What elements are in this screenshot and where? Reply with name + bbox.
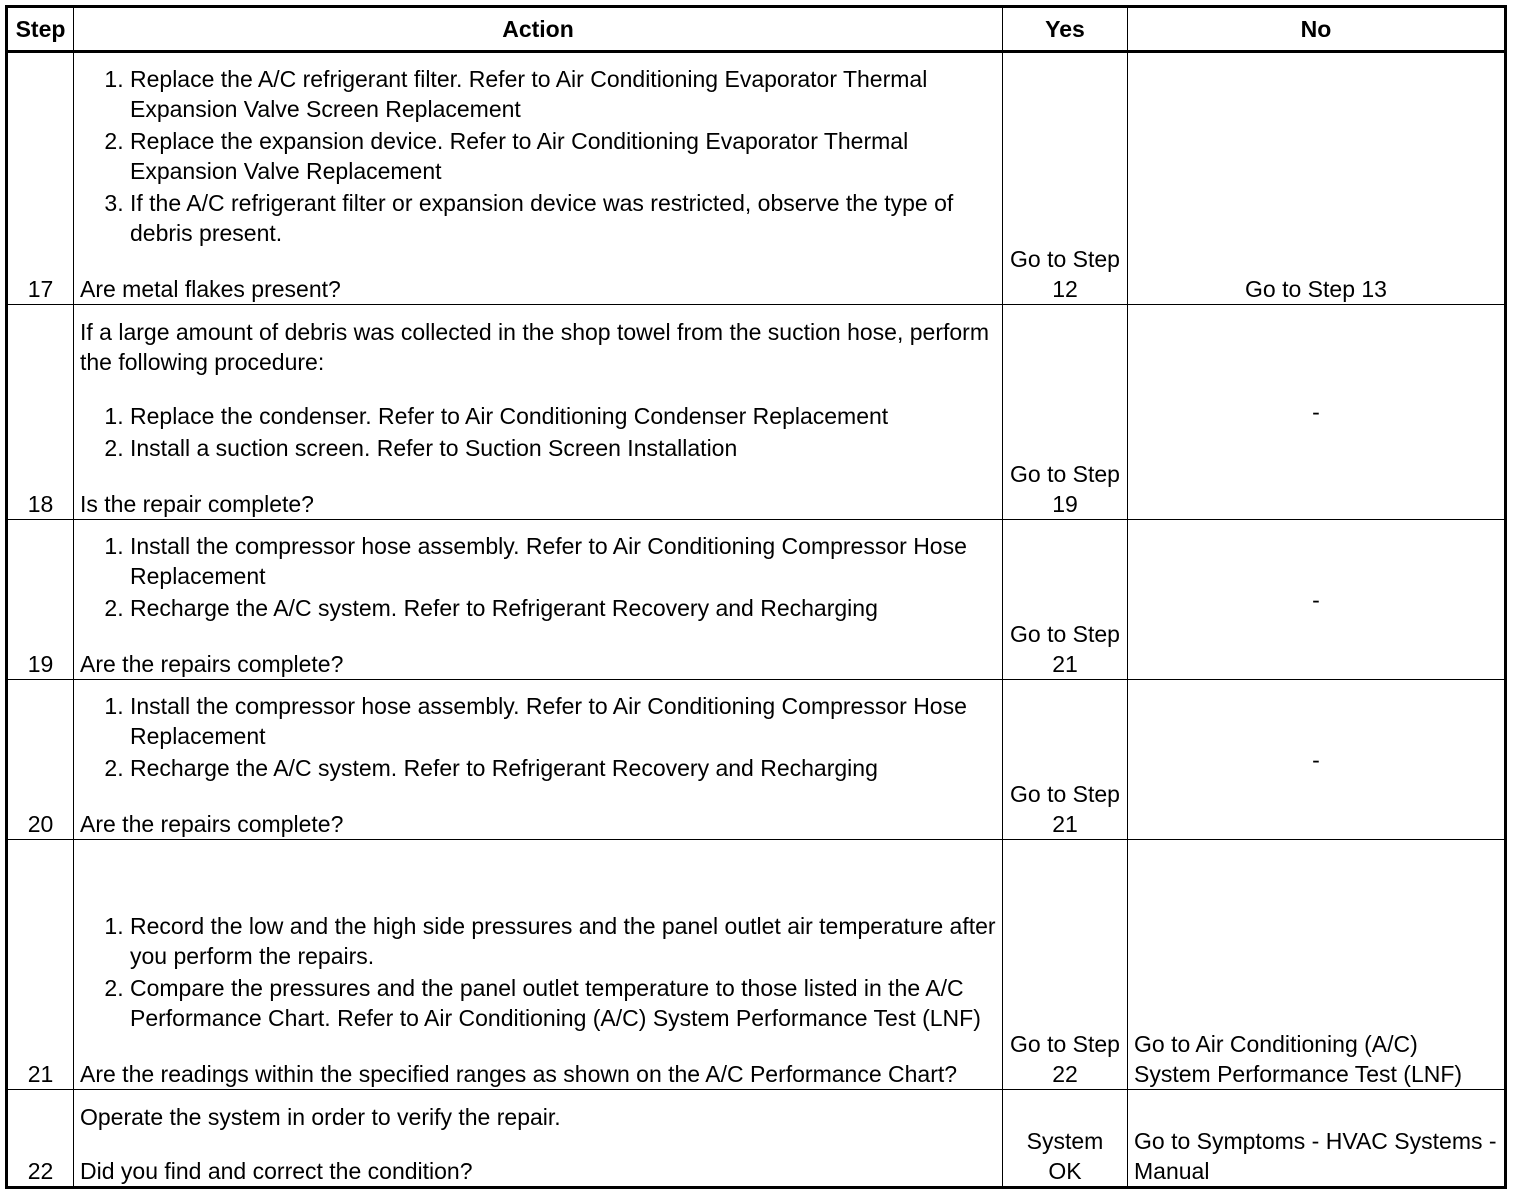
action-question: Is the repair complete?: [80, 491, 314, 517]
no-cell: Go to Air Conditioning (A/C) System Performance Test (LNF): [1128, 840, 1506, 1090]
no-cell: -: [1128, 305, 1506, 520]
action-question: Are metal flakes present?: [80, 276, 341, 302]
action-step: 1. Install the compressor hose assembly. Refer to Air Conditioning Compressor Hose Replacement: [130, 691, 996, 751]
header-no: No: [1128, 7, 1506, 52]
yes-cell: Go to Step 21: [1003, 520, 1128, 680]
diagnostic-table: [5, 5, 1507, 1189]
action-step: 2. Recharge the A/C system. Refer to Refrigerant Recovery and Recharging: [130, 753, 996, 783]
action-intro: If a large amount of debris was collected in the shop towel from the suction hose, perform the following procedure:: [80, 319, 989, 375]
action-cell: [74, 680, 1003, 840]
no-cell: -: [1128, 520, 1506, 680]
table-row-step-22: [7, 1090, 1506, 1188]
action-cell: [74, 840, 1003, 1090]
action-cell: [74, 52, 1003, 305]
action-step: 3. If the A/C refrigerant filter or expansion device was restricted, observe the type of debris present.: [130, 188, 996, 248]
no-cell: -: [1128, 680, 1506, 840]
table-row-step-19: [7, 520, 1506, 680]
table-row-step-21: [7, 840, 1506, 1090]
step-number: 21: [7, 840, 74, 1090]
yes-cell: Go to Step 22: [1003, 840, 1128, 1090]
action-question: Are the readings within the specified ranges as shown on the A/C Performance Chart?: [80, 1061, 958, 1087]
action-question: Are the repairs complete?: [80, 811, 344, 837]
table-row-step-17: [7, 52, 1506, 305]
action-steps-list: [80, 911, 996, 1033]
action-steps-list: [80, 531, 996, 623]
step-number: 22: [7, 1090, 74, 1188]
step-number: 17: [7, 52, 74, 305]
step-number: 20: [7, 680, 74, 840]
action-step: 1. Replace the A/C refrigerant filter. Refer to Air Conditioning Evaporator Thermal Expansion Valve Screen Replacement: [130, 64, 996, 124]
step-number: 19: [7, 520, 74, 680]
action-step: 2. Replace the expansion device. Refer to Air Conditioning Evaporator Thermal Expansion Valve Replacement: [130, 126, 996, 186]
action-question: Are the repairs complete?: [80, 651, 344, 677]
action-step: 2. Recharge the A/C system. Refer to Refrigerant Recovery and Recharging: [130, 593, 996, 623]
header-action: Action: [74, 7, 1003, 52]
action-cell: [74, 520, 1003, 680]
table-row-step-18: [7, 305, 1506, 520]
no-cell: Go to Symptoms - HVAC Systems - Manual: [1128, 1090, 1506, 1188]
header-yes: Yes: [1003, 7, 1128, 52]
action-steps-list: [80, 64, 996, 248]
header-step: Step: [7, 7, 74, 52]
action-cell: [74, 305, 1003, 520]
yes-cell: System OK: [1003, 1090, 1128, 1188]
yes-cell: Go to Step 21: [1003, 680, 1128, 840]
action-step: 1. Replace the condenser. Refer to Air Conditioning Condenser Replacement: [130, 401, 996, 431]
no-cell: Go to Step 13: [1128, 52, 1506, 305]
action-question: Did you find and correct the condition?: [80, 1158, 473, 1184]
action-step: 1. Install the compressor hose assembly. Refer to Air Conditioning Compressor Hose Replacement: [130, 531, 996, 591]
action-steps-list: [80, 401, 996, 463]
table-row-step-20: [7, 680, 1506, 840]
action-step: 1. Record the low and the high side pressures and the panel outlet air temperature after you perform the repairs.: [130, 911, 996, 971]
yes-cell: Go to Step 12: [1003, 52, 1128, 305]
action-step: 2. Install a suction screen. Refer to Suction Screen Installation: [130, 433, 996, 463]
step-number: 18: [7, 305, 74, 520]
action-steps-list: [80, 691, 996, 783]
action-cell: [74, 1090, 1003, 1188]
action-intro: Operate the system in order to verify the repair.: [80, 1104, 561, 1130]
header-row: [7, 7, 1506, 52]
action-step: 2. Compare the pressures and the panel outlet temperature to those listed in the A/C Performance Chart. Refer to Air Conditioning (A/C) System Performance Test (LNF): [130, 973, 996, 1033]
yes-cell: Go to Step 19: [1003, 305, 1128, 520]
